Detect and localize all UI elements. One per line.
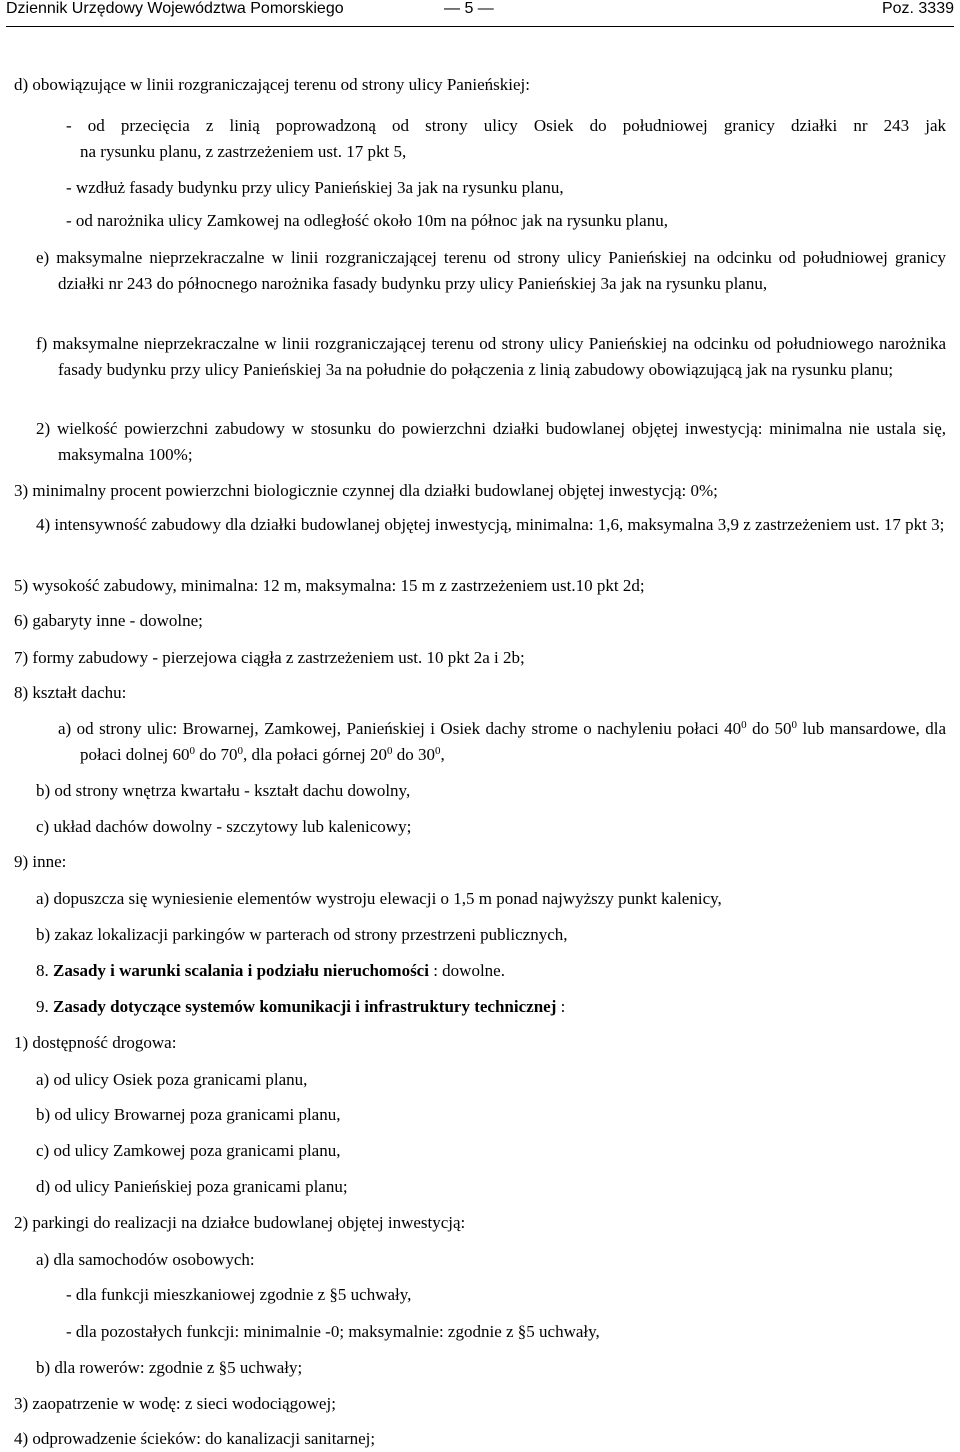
item-e: e) maksymalne nieprzekraczalne w linii rozgraniczającej terenu od strony ulicy Panieńskiej na odcinku od południowej granicy działki nr 243 do północnego narożnika fasady budynku przy ulicy Panieńskiej 3a jak na rysunku planu, bbox=[36, 248, 946, 293]
item-d-bullet-3: - od narożnika ulicy Zamkowej na odległość około 10m na północ jak na rysunku planu, bbox=[66, 211, 668, 230]
point-8-item-b: b) od strony wnętrza kwartału - kształt dachu dowolny, bbox=[36, 781, 411, 800]
item-d-bullet-1-line-1: - od przecięcia z linią poprowadzoną od strony ulicy Osiek do południowej granicy działki nr 243 jak bbox=[66, 116, 946, 135]
section-9-point-1-item-b: b) od ulicy Browarnej poza granicami planu, bbox=[36, 1105, 341, 1124]
section-8: 8. Zasady i warunki scalania i podziału nieruchomości : dowolne. bbox=[36, 961, 505, 980]
section-9-point-2: 2) parkingi do realizacji na działce budowlanej objętej inwestycją: bbox=[14, 1213, 466, 1232]
point-7: 7) formy zabudowy - pierzejowa ciągła z zastrzeżeniem ust. 10 pkt 2a i 2b; bbox=[14, 648, 525, 667]
section-9-point-2-item-b: b) dla rowerów: zgodnie z §5 uchwały; bbox=[36, 1358, 303, 1377]
point-8-item-a: a) od strony ulic: Browarnej, Zamkowej, Panieńskiej i Osiek dachy strome o nachyleniu połaci $40^0$ do $50^0$ lub mansardowe, dla połaci dolnej $60^0$ do $70^0$, dla połaci górnej $20^0$ do $30^0$, bbox=[58, 719, 946, 764]
section-9-point-3: 3) zaopatrzenie w wodę: z sieci wodociągowej; bbox=[14, 1394, 336, 1413]
point-9: 9) inne: bbox=[14, 852, 67, 871]
item-f: f) maksymalne nieprzekraczalne w linii rozgraniczającej terenu od strony ulicy Panieńskiej na odcinku od południowego narożnika fasady budynku przy ulicy Panieńskiej 3a na południe do połączenia z linią zabudowy obowiązującą jak na rysunku planu; bbox=[36, 334, 946, 379]
section-9-point-1: 1) dostępność drogowa: bbox=[14, 1033, 177, 1052]
section-9: 9. Zasady dotyczące systemów komunikacji i infrastruktury technicznej : bbox=[36, 997, 566, 1016]
position-number: Poz. 3339 bbox=[881, 0, 954, 17]
section-9-title: Zasady dotyczące systemów komunikacji i infrastruktury technicznej bbox=[53, 997, 557, 1016]
section-9-point-1-item-d: d) od ulicy Panieńskiej poza granicami planu; bbox=[36, 1177, 348, 1196]
page-number: — 5 — bbox=[444, 0, 494, 17]
point-2: 2) wielkość powierzchni zabudowy w stosunku do powierzchni działki budowlanej objętej inwestycją: minimalna nie ustala się, maksymalna 100%; bbox=[36, 419, 946, 464]
point-3: 3) minimalny procent powierzchni biologicznie czynnej dla działki budowlanej objętej inwestycją: 0%; bbox=[14, 481, 718, 500]
section-9-point-2-bullet-1: - dla funkcji mieszkaniowej zgodnie z §5 uchwały, bbox=[66, 1285, 412, 1304]
page-header bbox=[6, 0, 954, 27]
item-d-heading: d) obowiązujące w linii rozgraniczającej terenu od strony ulicy Panieńskiej: bbox=[14, 75, 530, 94]
point-8: 8) kształt dachu: bbox=[14, 683, 127, 702]
item-d-bullet-2: - wzdłuż fasady budynku przy ulicy Panieńskiej 3a jak na rysunku planu, bbox=[66, 178, 564, 197]
section-9-point-1-item-c: c) od ulicy Zamkowej poza granicami planu, bbox=[36, 1141, 341, 1160]
section-9-point-4: 4) odprowadzenie ścieków: do kanalizacji sanitarnej; bbox=[14, 1429, 376, 1448]
section-9-point-1-item-a: a) od ulicy Osiek poza granicami planu, bbox=[36, 1070, 308, 1089]
item-d-bullet-1-line-2: na rysunku planu, z zastrzeżeniem ust. 17 pkt 5, bbox=[80, 142, 407, 161]
journal-title: Dziennik Urzędowy Województwa Pomorskiego bbox=[6, 0, 344, 17]
point-8-item-c: c) układ dachów dowolny - szczytowy lub kalenicowy; bbox=[36, 817, 412, 836]
point-6: 6) gabaryty inne - dowolne; bbox=[14, 611, 203, 630]
point-9-item-b: b) zakaz lokalizacji parkingów w parterach od strony przestrzeni publicznych, bbox=[36, 925, 568, 944]
section-9-point-2-item-a: a) dla samochodów osobowych: bbox=[36, 1250, 255, 1269]
section-8-title: Zasady i warunki scalania i podziału nieruchomości bbox=[53, 961, 429, 980]
point-4: 4) intensywność zabudowy dla działki budowlanej objętej inwestycją, minimalna: 1,6, maksymalna 3,9 z zastrzeżeniem ust. 17 pkt 3; bbox=[36, 515, 945, 534]
point-9-item-a: a) dopuszcza się wyniesienie elementów wystroju elewacji o 1,5 m ponad najwyższy punkt kalenicy, bbox=[36, 889, 722, 908]
section-9-point-2-bullet-2: - dla pozostałych funkcji: minimalnie -0; maksymalnie: zgodnie z §5 uchwały, bbox=[66, 1322, 600, 1341]
point-5: 5) wysokość zabudowy, minimalna: 12 m, maksymalna: 15 m z zastrzeżeniem ust.10 pkt 2d; bbox=[14, 576, 645, 595]
